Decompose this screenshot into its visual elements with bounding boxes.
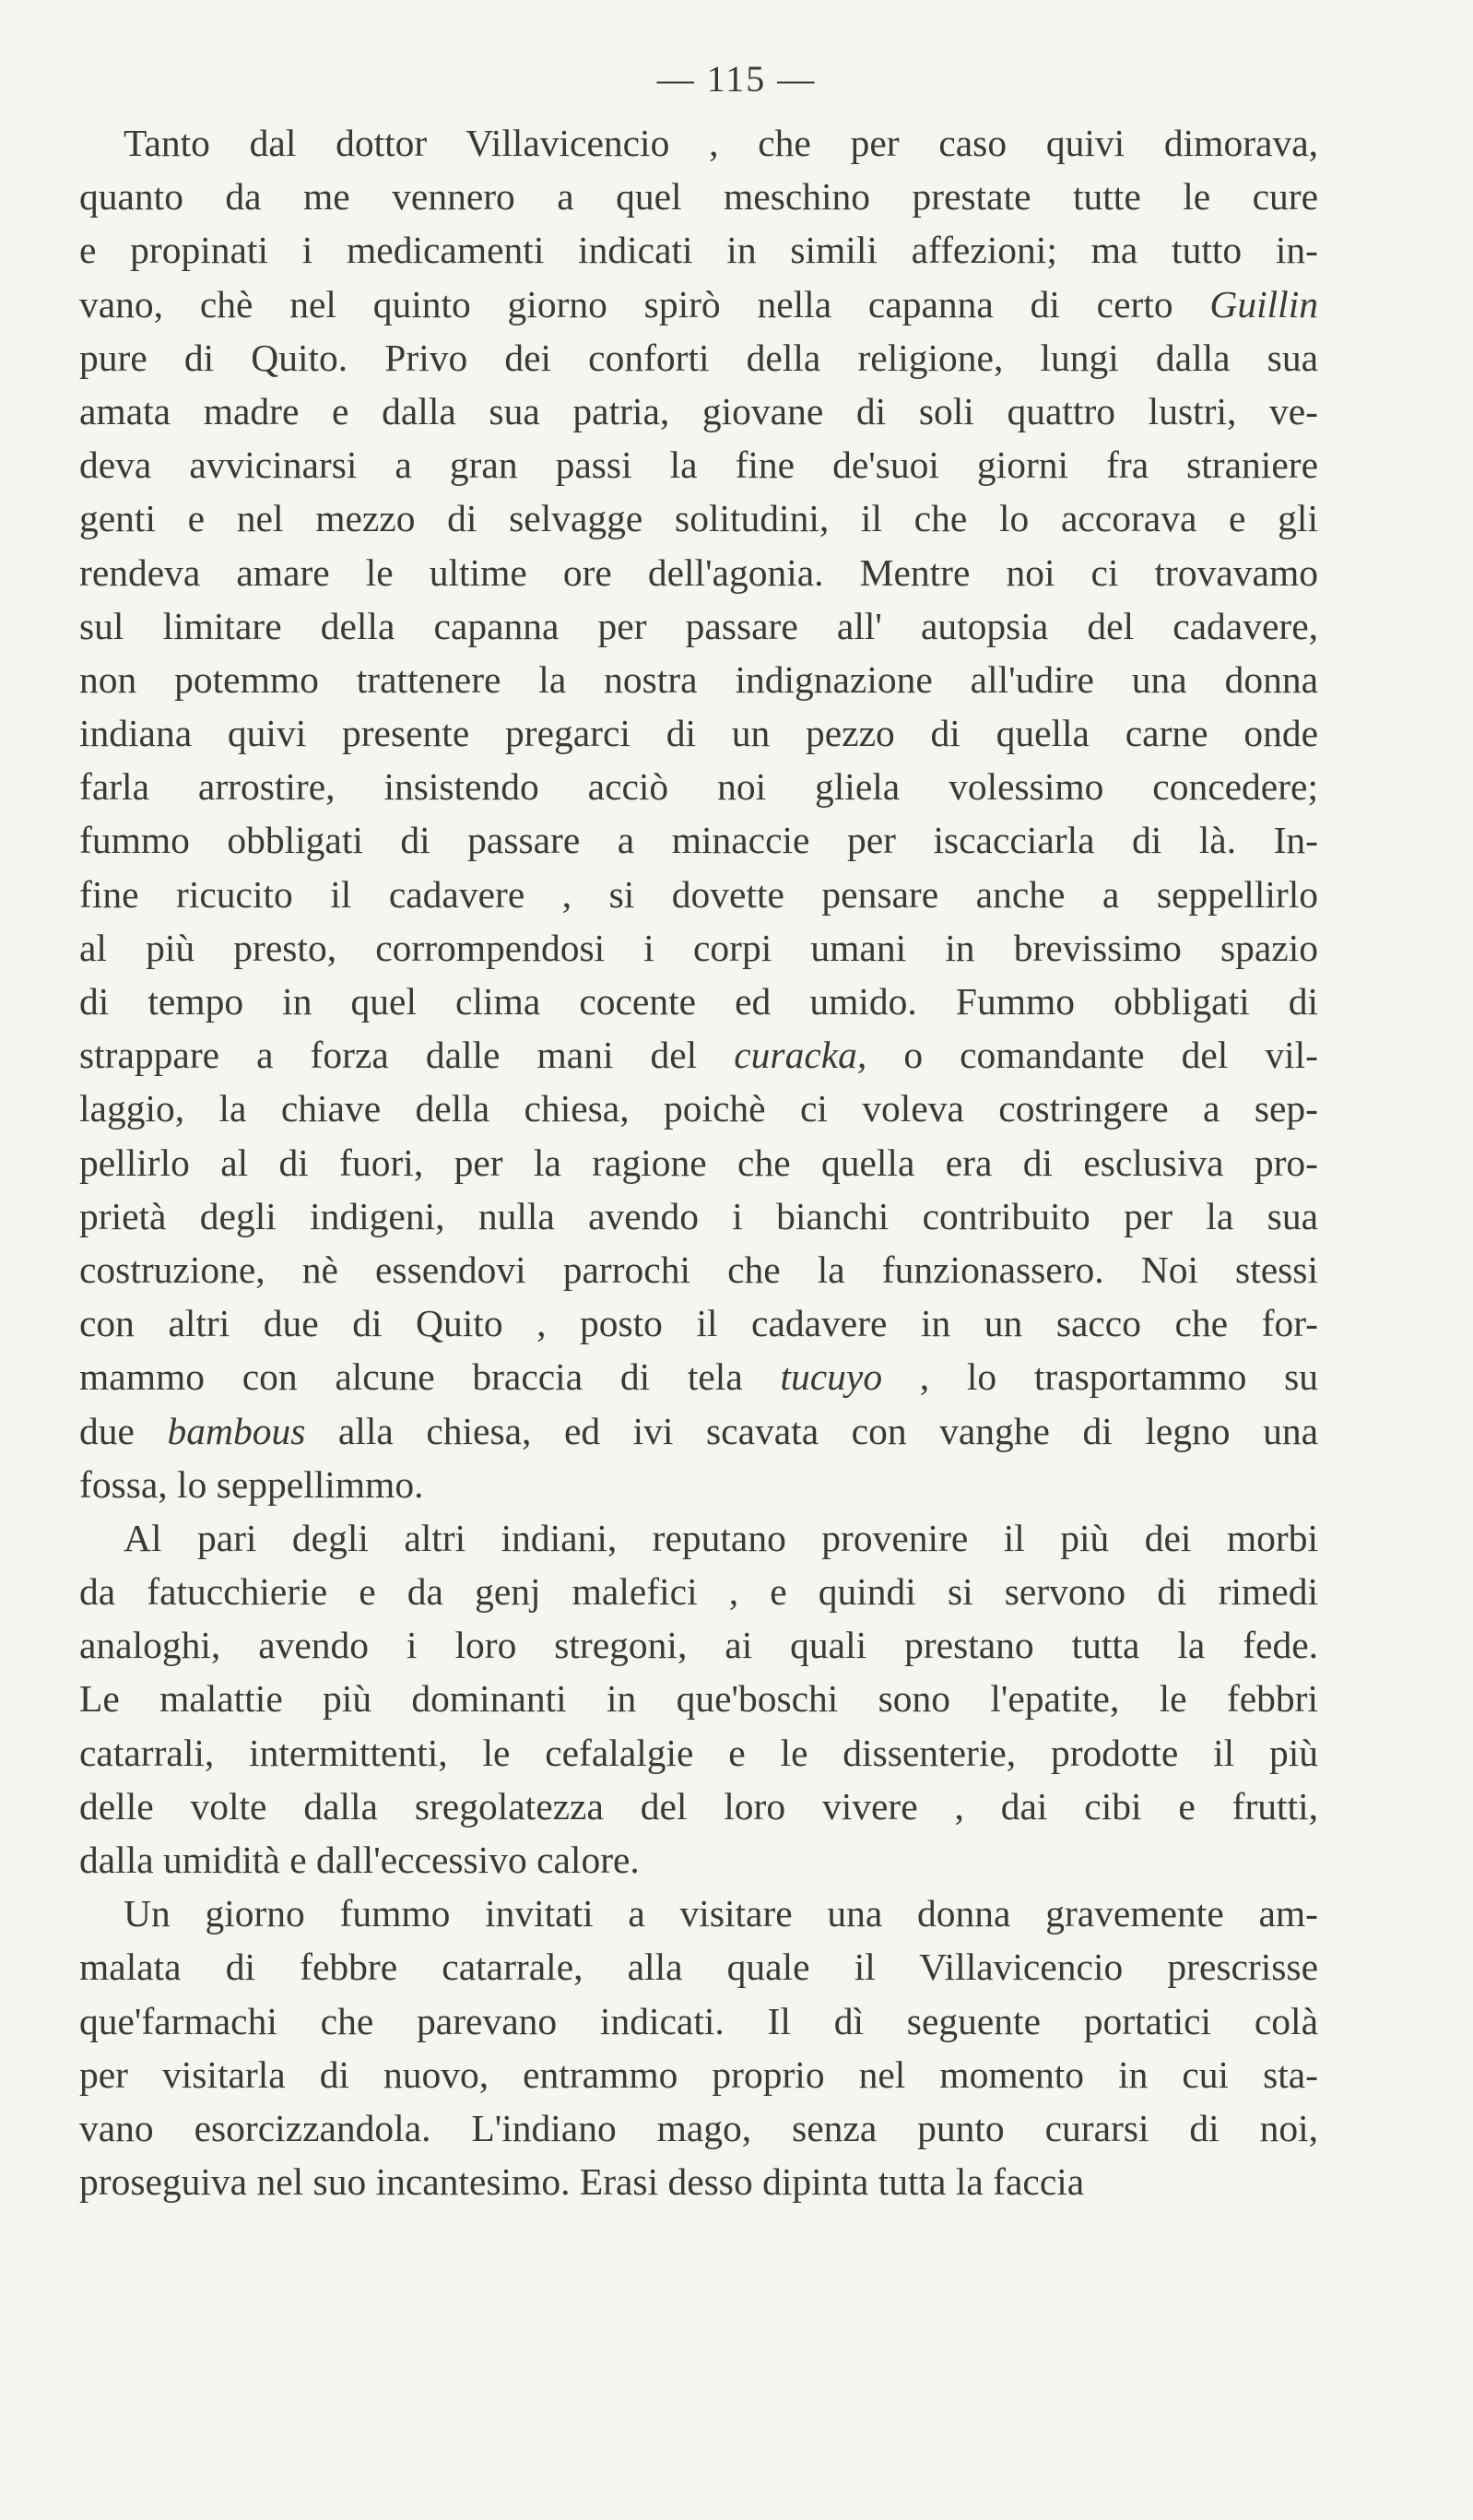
text-line: que'farmachi che parevano indicati. Il dì seguente portatici colà	[79, 1999, 1318, 2042]
text-line: due bambous alla chiesa, ed ivi scavata con vanghe di legno una	[79, 1409, 1318, 1452]
italic-term: curacka,	[734, 1034, 867, 1077]
text-line: da fatucchierie e da genj malefici , e quindi si servono di rimedi	[79, 1570, 1318, 1614]
text-line: catarrali, intermittenti, le cefalalgie e le dissenterie, prodotte il più	[79, 1731, 1318, 1774]
text-line: fossa, lo seppellimmo.	[79, 1462, 424, 1506]
text-line: fummo obbligati di passare a minaccie per iscacciarla di là. In-	[79, 819, 1318, 862]
text-line: rendeva amare le ultime ore dell'agonia. Mentre noi ci trovavamo	[79, 550, 1318, 594]
text-line: Le malattie più dominanti in que'boschi sono l'epatite, le febbri	[79, 1677, 1318, 1721]
text-line: vano esorcizzandola. L'indiano mago, senza punto curarsi di noi,	[79, 2106, 1318, 2149]
text-line: con altri due di Quito , posto il cadavere in un sacco che for-	[79, 1302, 1318, 1345]
text-line: sul limitare della capanna per passare all' autopsia del cadavere,	[79, 604, 1318, 647]
text-line: deva avvicinarsi a gran passi la fine de'suoi giorni fra straniere	[79, 444, 1318, 487]
page-number: — 115 —	[656, 58, 817, 100]
body-text	[79, 116, 1318, 2208]
text-line: pure di Quito. Privo dei conforti della religione, lungi dalla sua	[79, 336, 1318, 379]
text-line: strappare a forza dalle mani del curacka, o comandante del vil-	[79, 1034, 1318, 1077]
text-line: mammo con alcune braccia di tela tucuyo , lo trasportammo su	[79, 1355, 1318, 1399]
text-line: e propinati i medicamenti indicati in simili affezioni; ma tutto in-	[79, 229, 1318, 272]
text-line: costruzione, nè essendovi parrochi che la funzionassero. Noi stessi	[79, 1248, 1318, 1291]
text-line: Al pari degli altri indiani, reputano provenire il più dei morbi	[124, 1516, 1318, 1559]
text-line: pellirlo al di fuori, per la ragione che quella era di esclusiva pro-	[79, 1141, 1318, 1184]
italic-term: Guillin	[1209, 282, 1318, 325]
text-line: laggio, la chiave della chiesa, poichè ci voleva costringere a sep-	[79, 1087, 1318, 1130]
text-line: farla arrostire, insistendo acciò noi gliela volessimo concedere;	[79, 765, 1318, 809]
text-line: vano, chè nel quinto giorno spirò nella capanna di certo Guillin	[79, 282, 1318, 325]
text-line: amata madre e dalla sua patria, giovane di soli quattro lustri, ve-	[79, 389, 1318, 432]
text-line: Tanto dal dottor Villavicencio , che per caso quivi dimorava,	[124, 122, 1318, 164]
text-line: Un giorno fummo invitati a visitare una donna gravemente am-	[124, 1892, 1318, 1935]
italic-term: tucuyo	[780, 1355, 883, 1399]
text-line: malata di febbre catarrale, alla quale il Villavicencio prescrisse	[79, 1946, 1318, 1989]
italic-term: bambous	[167, 1409, 306, 1452]
text-line: prietà degli indigeni, nulla avendo i bianchi contribuito per la sua	[79, 1194, 1318, 1237]
text-line: delle volte dalla sregolatezza del loro vivere , dai cibi e frutti,	[79, 1784, 1318, 1828]
text-line: proseguiva nel suo incantesimo. Erasi desso dipinta tutta la faccia	[79, 2160, 1085, 2204]
text-line: analoghi, avendo i loro stregoni, ai quali prestano tutta la fede.	[79, 1624, 1318, 1667]
text-line: dalla umidità e dall'eccessivo calore.	[79, 1839, 640, 1881]
text-line: genti e nel mezzo di selvagge solitudini, il che lo accorava e gli	[79, 497, 1318, 540]
text-line: non potemmo trattenere la nostra indignazione all'udire una donna	[79, 657, 1318, 701]
text-line: quanto da me vennero a quel meschino prestate tutte le cure	[79, 175, 1318, 219]
text-line: al più presto, corrompendosi i corpi umani in brevissimo spazio	[79, 926, 1318, 969]
text-line: di tempo in quel clima cocente ed umido. Fummo obbligati di	[79, 980, 1318, 1023]
text-line: per visitarla di nuovo, entrammo proprio nel momento in cui sta-	[79, 2053, 1318, 2096]
text-line: indiana quivi presente pregarci di un pezzo di quella carne onde	[79, 712, 1318, 755]
text-line: fine ricucito il cadavere , si dovette pensare anche a seppellirlo	[79, 872, 1318, 916]
